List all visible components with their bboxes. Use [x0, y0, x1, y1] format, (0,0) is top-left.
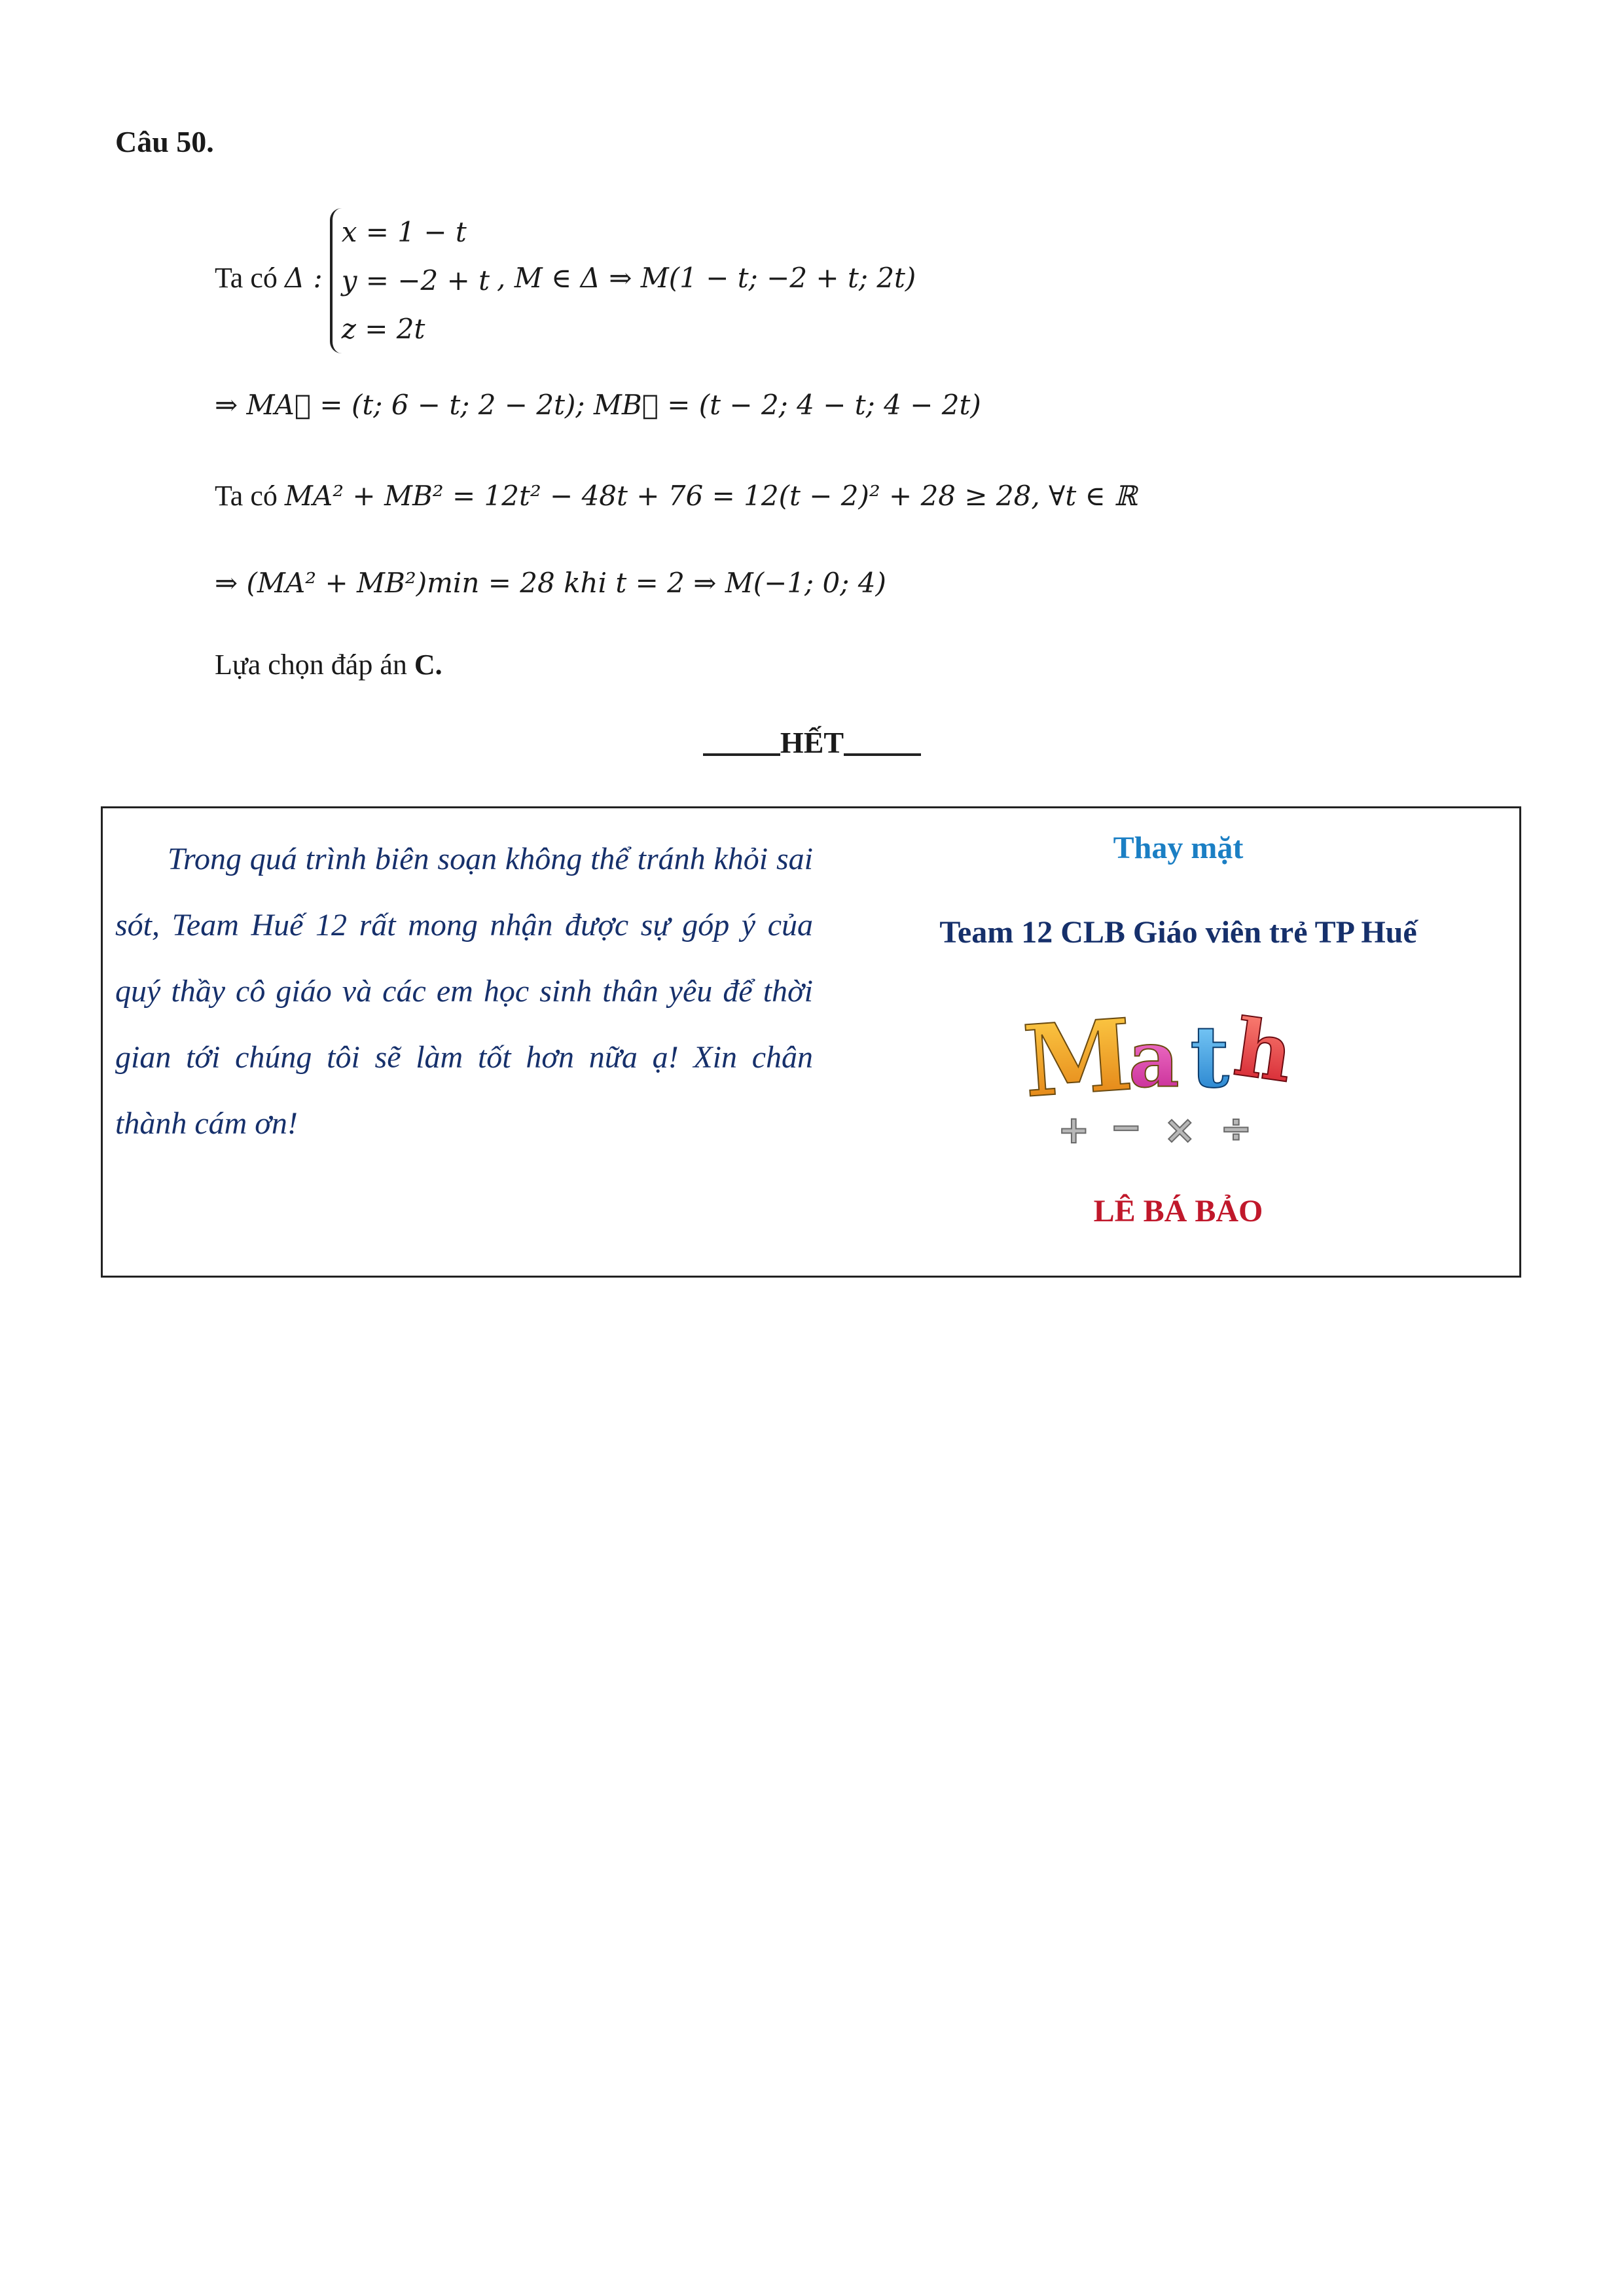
solution-line-3 — [215, 479, 1137, 512]
svg-text:M: M — [1019, 997, 1136, 1120]
conclusion-prefix: Lựa chọn đáp án — [215, 649, 414, 681]
conclusion-answer: C. — [414, 649, 442, 681]
on-behalf-label: Thay mặt — [1113, 831, 1244, 865]
delta-label: Δ : — [284, 262, 323, 295]
system-eq-x: x = 1 − t — [341, 216, 467, 248]
author-name: LÊ BÁ BẢO — [1093, 1194, 1263, 1229]
svg-text:−: − — [1110, 1105, 1142, 1149]
svg-text:+: + — [1058, 1107, 1090, 1152]
math-logo — [1019, 988, 1333, 1158]
thanks-paragraph: Trong quá trình biên soạn không thể tránh khỏi sai sót, Team Huế 12 rất mong nhận được sự góp ý của quý thầy cô giáo và các em học sinh thân yêu để thời gian tới chúng tôi sẽ làm tốt hơn nữa ạ! Xin chân thành cám ơn! — [115, 842, 813, 1141]
solution-line-3-formula: MA² + MB² = 12t² − 48t + 76 = 12(t − 2)² + 28 ≥ 28, ∀t ∈ ℝ — [284, 480, 1137, 512]
solution-line-1 — [215, 208, 916, 353]
end-mark-text: HẾT — [780, 726, 844, 759]
svg-text:÷: ÷ — [1220, 1106, 1252, 1151]
svg-text:t: t — [1190, 1007, 1230, 1107]
line-system — [330, 208, 490, 353]
system-eq-y: y = −2 + t — [341, 264, 490, 296]
system-eq-z: z = 2t — [341, 313, 425, 345]
question-title: Câu 50. — [115, 125, 214, 158]
svg-text:×: × — [1164, 1107, 1196, 1152]
svg-text:a: a — [1128, 1013, 1180, 1105]
end-mark — [0, 725, 1624, 760]
solution-conclusion — [215, 648, 442, 681]
solution-line-1-prefix: Ta có — [215, 262, 285, 295]
end-mark-left-rule — [703, 753, 780, 756]
team-name: Team 12 CLB Giáo viên trẻ TP Huế — [939, 915, 1417, 950]
solution-line-1-suffix: , M ∈ Δ ⇒ M(1 − t; −2 + t; 2t) — [497, 262, 916, 295]
solution-line-4: ⇒ (MA² + MB²)min = 28 khi t = 2 ⇒ M(−1; 0; 4) — [215, 567, 886, 599]
svg-text:h: h — [1229, 1001, 1299, 1101]
solution-line-2: ⇒ MA⃗ = (t; 6 − t; 2 − 2t); MB⃗ = (t − 2; 4 − t; 4 − 2t) — [215, 389, 981, 421]
end-mark-right-rule — [844, 753, 921, 756]
solution-line-3-prefix: Ta có — [215, 480, 285, 512]
